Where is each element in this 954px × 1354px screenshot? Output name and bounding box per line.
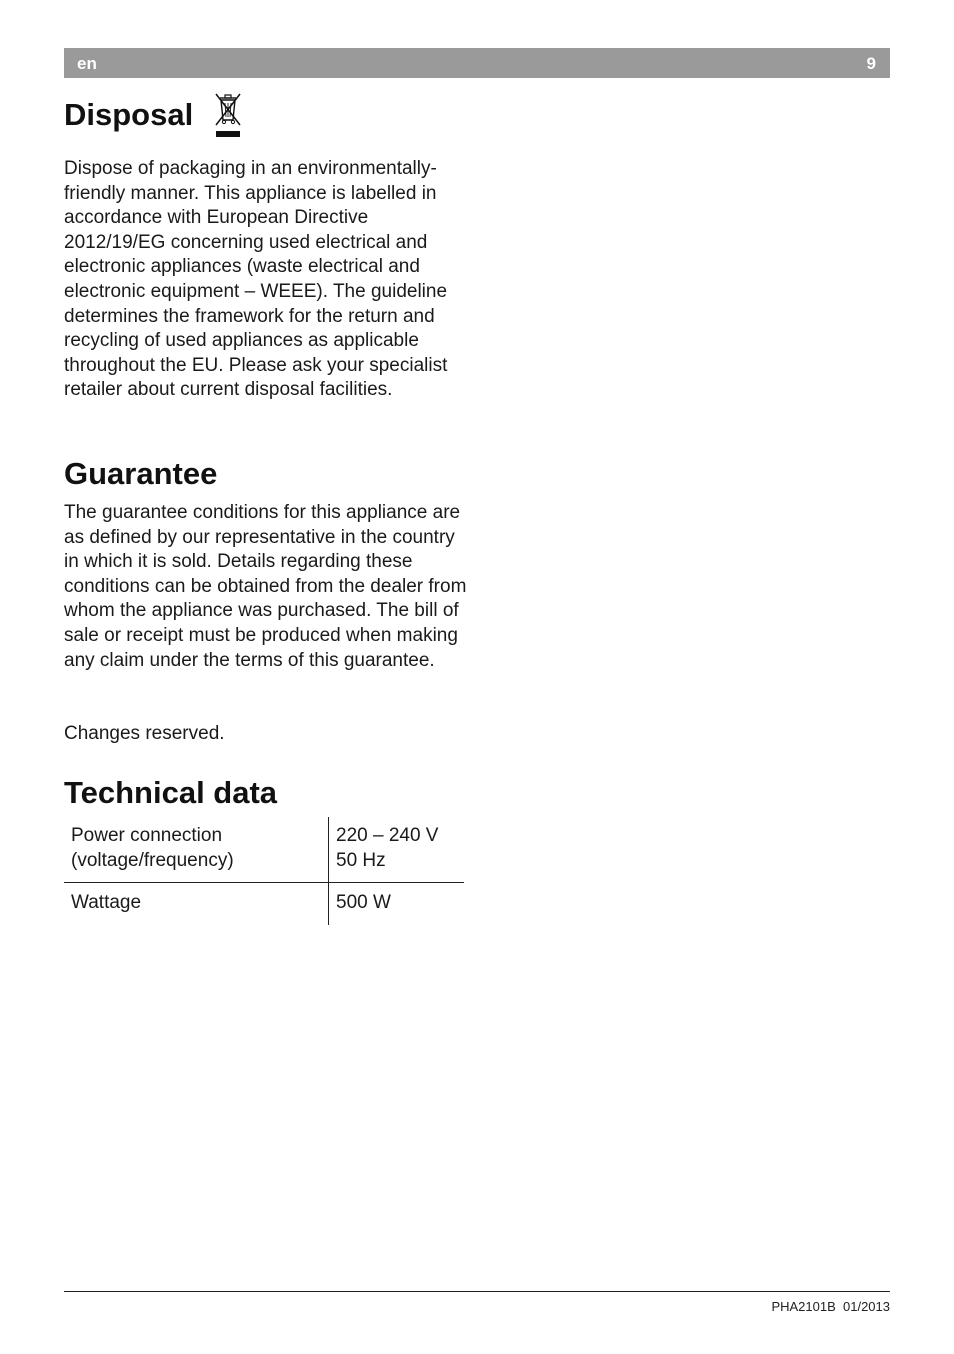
weee-crossed-out-bin-icon [212, 92, 244, 138]
technical-data-table [64, 817, 464, 925]
footer-divider [64, 1291, 890, 1292]
technical-data-heading: Technical data [64, 775, 278, 810]
guarantee-heading: Guarantee [64, 456, 218, 491]
guarantee-paragraph: The guarantee conditions for this appliance are as defined by our representative in the country in which it is sold. Details regarding these conditions can be obtained from the dealer from whom the appliance was purchased. The bill of sale or receipt must be produced when making any claim under the terms of this guarantee. [64, 502, 467, 671]
changes-reserved-note: Changes reserved. [64, 723, 225, 744]
table-row [64, 817, 464, 883]
page-number: 9 [866, 54, 876, 73]
value-line: 500 W [336, 892, 391, 914]
power-connection-label [64, 817, 329, 883]
footer-model-date [771, 1299, 890, 1314]
value-line: 50 Hz [336, 849, 386, 871]
model-number: PHA2101B [771, 1299, 836, 1314]
wattage-label [64, 883, 329, 925]
label-line: Wattage [71, 892, 142, 914]
label-line: Power connection [71, 825, 223, 846]
disposal-heading: Disposal [64, 97, 194, 132]
wattage-value [329, 883, 465, 925]
value-line: 220 – 240 V [336, 825, 439, 846]
table-row [64, 883, 464, 925]
power-connection-value [329, 817, 465, 883]
disposal-paragraph: Dispose of packaging in an environmentally-friendly manner. This appliance is labelled in accordance with European Directive 2012/19/EG concerning used electrical and electronic appliances (waste electrical and electronic equipment – WEEE). The guideline determines the framework for the return and recycling of used appliances as applicable throughout the EU. Please ask your specialist retailer about current disposal facilities. [64, 158, 448, 401]
language-label: en [77, 54, 97, 73]
page-header-bar [64, 48, 890, 78]
label-line: (voltage/frequency) [71, 849, 234, 871]
print-date: 01/2013 [843, 1299, 890, 1314]
